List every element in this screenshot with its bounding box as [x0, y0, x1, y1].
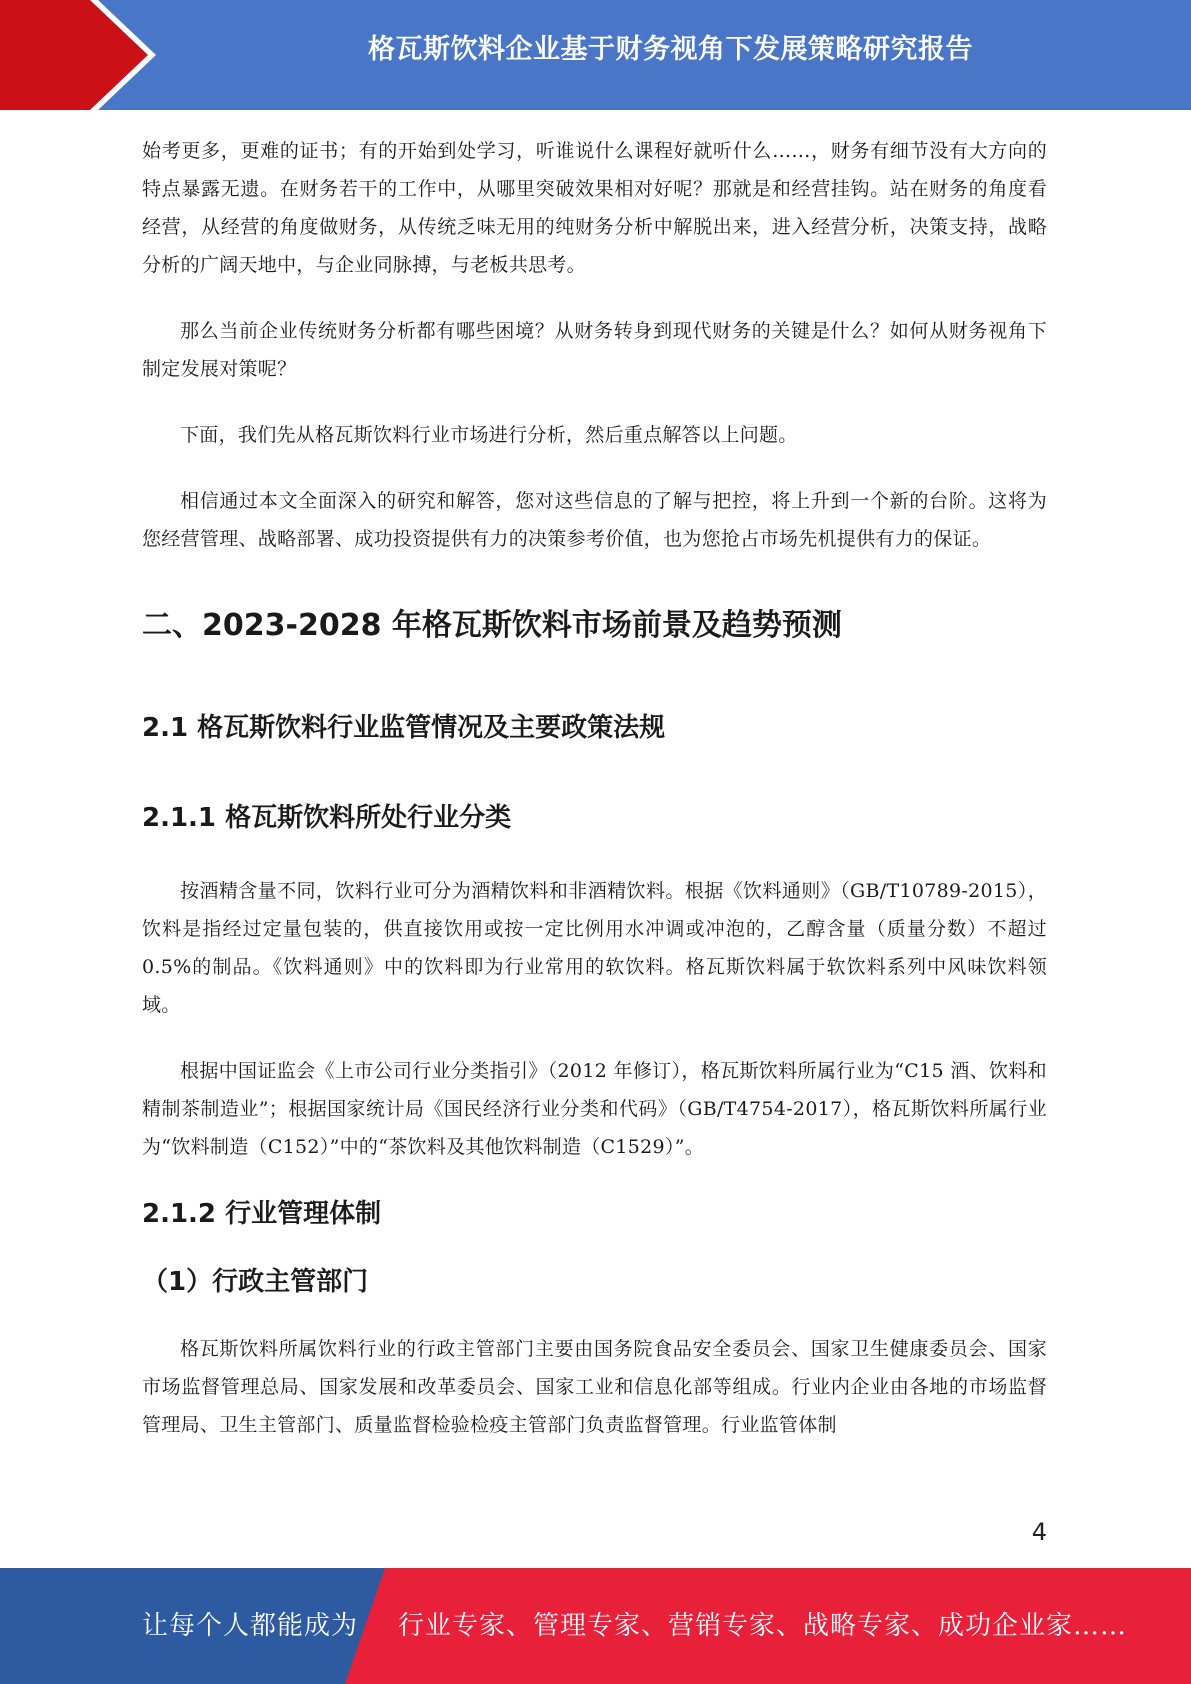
paragraph: 始考更多，更难的证书；有的开始到处学习，听谁说什么课程好就听什么……，财务有细节没有大方向的特点暴露无遗。在财务若干的工作中，从哪里突破效果相对好呢？那就是和经营挂钩。站在财务的角度看经营，从经营的角度做财务，从传统乏味无用的纯财务分析中解脱出来，进入经营分析，决策支持，战略分析的广阔天地中，与企业同脉搏，与老板共思考。	[142, 140, 1047, 276]
paragraph: 那么当前企业传统财务分析都有哪些困境？从财务转身到现代财务的关键是什么？如何从财务视角下制定发展对策呢？	[142, 320, 1047, 380]
subsection-heading: 2.1.1 格瓦斯饮料所处行业分类	[142, 803, 512, 833]
paragraph: 按酒精含量不同，饮料行业可分为酒精饮料和非酒精饮料。根据《饮料通则》（GB/T10789-2015），饮料是指经过定量包装的，供直接饮用或按一定比例用水冲调或冲泡的，乙醇含量（质量分数）不超过 0.5%的制品。《饮料通则》中的饮料即为行业常用的软饮料。格瓦斯饮料属于软饮料系列中风味饮料领域。	[142, 880, 1047, 1016]
footer-slogan-right: 行业专家、管理专家、营销专家、战略专家、成功企业家……	[398, 1611, 1128, 1641]
subsection-heading: 2.1.2 行业管理体制	[142, 1199, 382, 1229]
footer-slogan-left: 让每个人都能成为	[142, 1611, 359, 1641]
paragraph: 格瓦斯饮料所属饮料行业的行政主管部门主要由国务院食品安全委员会、国家卫生健康委员会、国家市场监督管理总局、国家发展和改革委员会、国家工业和信息化部等组成。行业内企业由各地的市场监督管理局、卫生主管部门、质量监督检验检疫主管部门负责监督管理。行业监管体制	[142, 1338, 1047, 1436]
paragraph: 下面，我们先从格瓦斯饮料行业市场进行分析，然后重点解答以上问题。	[180, 424, 798, 446]
section-heading: 二、2023-2028 年格瓦斯饮料市场前景及趋势预测	[142, 608, 842, 643]
subsection-heading: 2.1 格瓦斯饮料行业监管情况及主要政策法规	[142, 713, 666, 743]
page-header	[0, 0, 1191, 110]
page-footer	[0, 1568, 1191, 1684]
header-title: 格瓦斯饮料企业基于财务视角下发展策略研究报告	[368, 34, 973, 65]
paragraph: 相信通过本文全面深入的研究和解答，您对这些信息的了解与把控，将上升到一个新的台阶。这将为您经营管理、战略部署、成功投资提供有力的决策参考价值，也为您抢占市场先机提供有力的保证。	[142, 490, 1047, 550]
subsection-heading: （1）行政主管部门	[142, 1267, 369, 1297]
paragraph: 根据中国证监会《上市公司行业分类指引》（2012 年修订），格瓦斯饮料所属行业为“C15 酒、饮料和精制茶制造业”；根据国家统计局《国民经济行业分类和代码》（GB/T4754-2017），格瓦斯饮料所属行业为“饮料制造（C152）”中的“茶饮料及其他饮料制造（C1529）”。	[142, 1060, 1047, 1158]
page-number: 4	[1031, 1518, 1047, 1546]
document-body	[142, 132, 1047, 1444]
